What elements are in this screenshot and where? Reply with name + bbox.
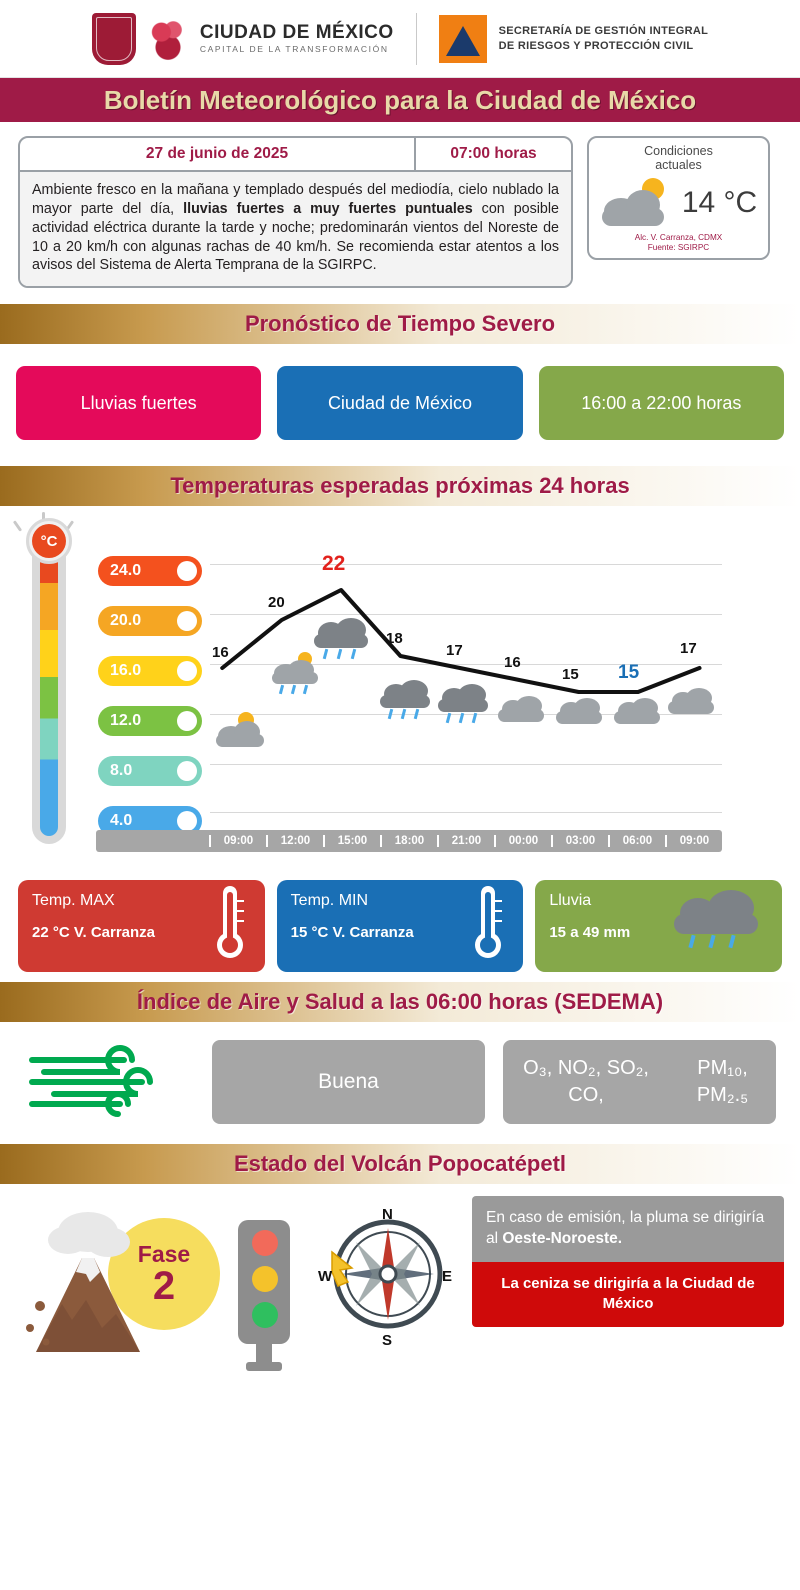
bulletin-hour: 07:00 horas	[450, 145, 537, 162]
scale-pill-8	[98, 756, 202, 786]
compass-east-label: E	[442, 1268, 453, 1286]
cloud-icon	[556, 698, 604, 728]
scale-label-24: 24.0	[110, 562, 142, 580]
air-pollutants-line1: O₃, NO₂, SO₂, CO,	[523, 1057, 649, 1107]
volcano-ash-warning: La ceniza se dirigiría a la Ciudad de México	[472, 1262, 784, 1327]
axis-tick-5: 00:00	[494, 835, 551, 847]
current-title-line2: actuales	[655, 158, 702, 173]
volcano-banner	[0, 1144, 800, 1184]
point-label-0: 16	[212, 644, 229, 662]
cdmx-emblem-icon	[146, 16, 190, 62]
compass-north-label: N	[382, 1206, 393, 1224]
temp-min-title: Temp. MIN	[290, 892, 369, 910]
scale-label-12: 12.0	[110, 712, 142, 730]
summary-box	[18, 136, 573, 288]
scale-label-4: 4.0	[110, 812, 133, 830]
sgirpc-line1: SECRETARÍA DE GESTIÓN INTEGRAL	[498, 24, 709, 37]
forecast-banner	[0, 466, 800, 506]
volcano-plume-direction: Oeste-Noroeste.	[502, 1230, 623, 1248]
cloud-icon	[614, 698, 662, 728]
cdmx-subtitle: CAPITAL DE LA TRANSFORMACIÓN	[199, 44, 389, 55]
summary-text	[20, 172, 571, 286]
point-label-max: 22	[322, 552, 346, 576]
axis-tick-0: 09:00	[209, 835, 266, 847]
forecast-title: Temperaturas esperadas próximas 24 horas	[170, 473, 630, 499]
axis-tick-7: 06:00	[608, 835, 665, 847]
sgirpc-triangle-icon	[439, 15, 487, 63]
rain-cloud-icon	[314, 618, 372, 666]
page-header	[0, 0, 800, 78]
thermometer-unit: °C	[32, 524, 66, 558]
summary-section	[0, 122, 800, 294]
temp-max-title: Temp. MAX	[32, 892, 115, 910]
point-label-min: 15	[618, 662, 640, 684]
axis-tick-2: 15:00	[323, 835, 380, 847]
temperature-chart	[0, 506, 800, 876]
scale-label-8: 8.0	[110, 762, 133, 780]
air-quality-section	[0, 1022, 800, 1134]
chart-time-axis	[96, 830, 722, 852]
axis-tick-3: 18:00	[380, 835, 437, 847]
scale-pill-12	[98, 706, 202, 736]
sun-behind-cloud-icon	[600, 178, 678, 228]
thermometer-bulb	[26, 518, 72, 564]
axis-tick-8: 09:00	[665, 835, 722, 847]
air-quality-banner	[0, 982, 800, 1022]
point-label-4: 17	[446, 642, 463, 660]
point-label-8: 17	[680, 640, 697, 658]
axis-tick-6: 03:00	[551, 835, 608, 847]
wind-icon	[24, 1040, 194, 1124]
summary-text-a: Ambiente fresco en la mañana y templado después del mediodía, cielo nublado la mayor parte del día,	[32, 182, 559, 217]
thermometer-icon	[475, 886, 501, 964]
compass-south-label: S	[382, 1332, 393, 1350]
cdmx-title: CIUDAD DE MÉXICO	[199, 22, 394, 44]
point-label-6: 15	[562, 666, 579, 684]
air-quality-level: Buena	[212, 1040, 485, 1124]
volcano-plume-note	[472, 1196, 784, 1262]
volcano-icon	[16, 1196, 216, 1376]
phase-word: Fase	[137, 1240, 191, 1267]
bulletin-date: 27 de junio de 2025	[20, 138, 416, 170]
severe-weather-chips	[0, 344, 800, 456]
compass-west-label: W	[318, 1268, 333, 1286]
traffic-light-icon	[226, 1206, 302, 1366]
current-source: Fuente: SGIRPC	[647, 243, 710, 253]
bulletin-title-bar	[0, 78, 800, 122]
current-temperature: 14 °C	[681, 185, 758, 219]
forecast-summary-cards	[0, 880, 800, 972]
rain-title: Lluvia	[549, 892, 592, 910]
cloud-icon	[668, 688, 716, 718]
sgirpc-logo-block	[417, 15, 708, 63]
cdmx-shield-icon	[92, 13, 136, 65]
severe-weather-title: Pronóstico de Tiempo Severo	[244, 311, 556, 337]
severe-chip-area: Ciudad de México	[277, 366, 522, 440]
compass-rose-icon	[312, 1206, 462, 1366]
thermometer-graphic	[18, 534, 88, 844]
scale-label-16: 16.0	[110, 662, 142, 680]
thermometer-icon	[217, 886, 243, 964]
rain-cloud-icon	[674, 888, 766, 950]
scale-pill-24	[98, 556, 202, 586]
current-title-line1: Condiciones	[644, 144, 713, 158]
volcano-plume-note-a: En caso de emisión, la pluma se dirigiría al	[486, 1209, 765, 1248]
point-label-5: 16	[504, 654, 521, 672]
severe-chip-time: 16:00 a 22:00 horas	[539, 366, 784, 440]
summary-text-c: con posible actividad eléctrica durante la tarde y noche; predominarán vientos del Noreste de 10 a 20 km/h con algunas rachas de 40 km/h. Se recomienda estar atentos a los avisos del Sistema de Alerta Temprana de la SGIRPC.	[32, 200, 560, 274]
rain-card	[535, 880, 782, 972]
point-label-1: 20	[268, 594, 285, 612]
volcano-notes	[472, 1196, 784, 1376]
severe-chip-phenomenon: Lluvias fuertes	[16, 366, 261, 440]
volcano-title: Estado del Volcán Popocatépetl	[233, 1151, 567, 1177]
severe-weather-banner	[0, 304, 800, 344]
current-location: Alc. V. Carranza, CDMX	[634, 232, 723, 242]
phase-number: 2	[152, 1263, 176, 1308]
rain-cloud-icon	[438, 684, 492, 730]
rain-value: 15 a 49 mm	[549, 924, 631, 942]
scale-pill-20	[98, 606, 202, 636]
chart-plot-area	[210, 552, 722, 816]
temp-min-card	[277, 880, 524, 972]
temp-min-value: 15 °C V. Carranza	[290, 924, 414, 942]
volcano-section	[0, 1184, 800, 1376]
air-pollutants-line2: PM₁₀, PM₂.₅	[696, 1057, 749, 1107]
scale-pill-16	[98, 656, 202, 686]
axis-tick-1: 12:00	[266, 835, 323, 847]
temperature-scale	[98, 556, 218, 856]
point-label-3: 18	[386, 630, 403, 648]
current-conditions-card	[587, 136, 770, 260]
air-pollutants	[503, 1040, 776, 1124]
rain-cloud-icon	[380, 680, 434, 726]
page-title: Boletín Meteorológico para la Ciudad de México	[103, 84, 697, 115]
temp-max-value: 22 °C V. Carranza	[32, 924, 156, 942]
cloud-icon	[498, 696, 546, 726]
sun-behind-cloud-icon	[216, 712, 268, 750]
summary-text-highlight: lluvias fuertes a muy fuertes puntuales	[183, 200, 473, 217]
axis-tick-4: 21:00	[437, 835, 494, 847]
cdmx-logo-block	[92, 13, 416, 65]
sgirpc-line2: DE RIESGOS Y PROTECCIÓN CIVIL	[498, 39, 694, 52]
scale-label-20: 20.0	[110, 612, 142, 630]
air-quality-title: Índice de Aire y Salud a las 06:00 horas (SEDEMA)	[136, 989, 664, 1015]
temp-max-card	[18, 880, 265, 972]
